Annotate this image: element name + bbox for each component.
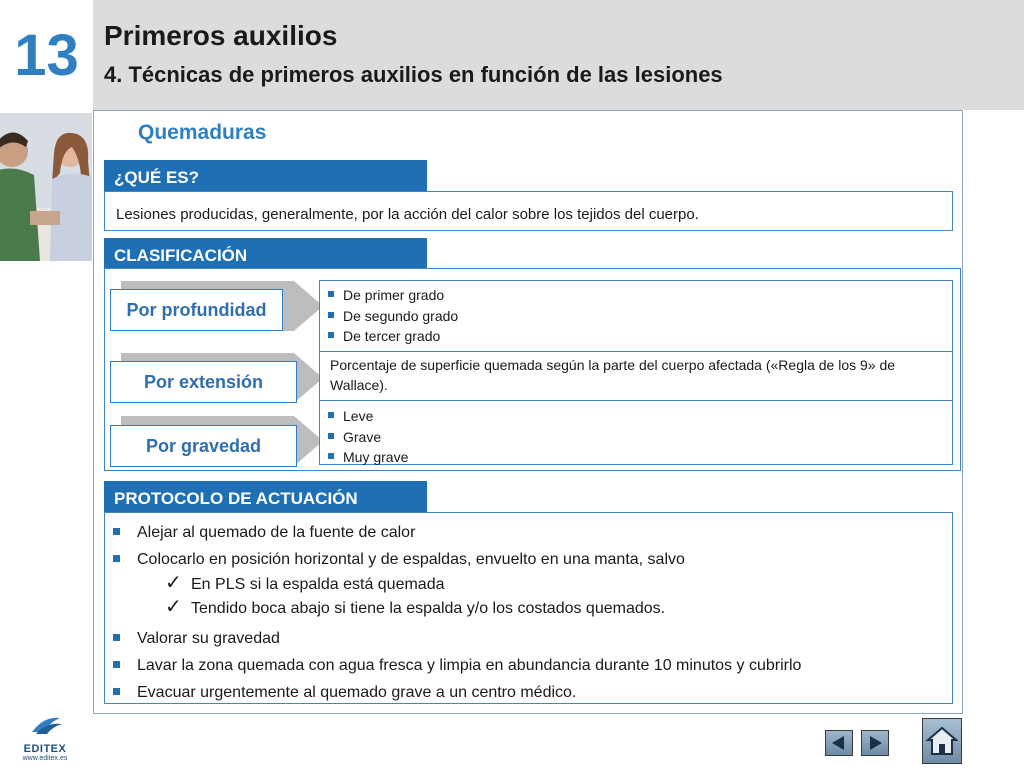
tab-clasificacion bbox=[104, 238, 427, 269]
protocolo-box bbox=[104, 512, 953, 704]
next-button[interactable] bbox=[861, 730, 889, 756]
protocolo-list bbox=[105, 519, 952, 706]
list-item: Muy grave bbox=[320, 447, 952, 468]
list-item: Alejar al quemado de la fuente de calor bbox=[105, 519, 952, 546]
sub-list-item: ✓ En PLS si la espalda está quemada bbox=[165, 572, 445, 594]
students-illustration bbox=[0, 113, 92, 261]
editex-brand: EDITEX bbox=[23, 743, 67, 755]
bullet-square-icon bbox=[113, 555, 120, 562]
list-item: De primer grado bbox=[320, 285, 952, 306]
bullet-square-icon bbox=[328, 453, 334, 459]
list-item: De tercer grado bbox=[320, 326, 952, 347]
list-item: Lavar la zona quemada con agua fresca y limpia en abundancia durante 10 minutos y cubrirlo bbox=[105, 652, 952, 679]
arrow-left-icon bbox=[830, 734, 848, 752]
checkmark-icon: ✓ bbox=[165, 572, 182, 594]
list-item: Leve bbox=[320, 406, 952, 427]
profundidad-box bbox=[319, 280, 953, 352]
extension-box bbox=[319, 351, 953, 401]
class-label-extension: Por extensión bbox=[143, 371, 264, 392]
header-band bbox=[93, 0, 1024, 110]
page-title: Primeros auxilios bbox=[104, 20, 338, 51]
tab-que-es-label: ¿QUÉ ES? bbox=[114, 168, 200, 187]
chapter-number: 13 bbox=[0, 0, 93, 110]
gravedad-list bbox=[320, 406, 952, 468]
tab-protocolo-label: PROTOCOLO DE ACTUACIÓN bbox=[114, 489, 358, 508]
checkmark-icon: ✓ bbox=[165, 596, 182, 618]
bullet-square-icon bbox=[113, 634, 120, 641]
previous-button[interactable] bbox=[825, 730, 853, 756]
class-button-extension bbox=[110, 361, 297, 403]
editex-logo-icon bbox=[16, 712, 74, 738]
bullet-square-icon bbox=[328, 332, 334, 338]
list-item: Evacuar urgentemente al quemado grave a un centro médico. bbox=[105, 679, 952, 706]
list-item: De segundo grado bbox=[320, 306, 952, 327]
class-button-profundidad bbox=[110, 289, 283, 331]
home-icon bbox=[926, 725, 958, 757]
profundidad-list bbox=[320, 285, 952, 347]
section-title: Quemaduras bbox=[138, 121, 267, 144]
bullet-square-icon bbox=[328, 433, 334, 439]
class-label-profundidad: Por profundidad bbox=[126, 299, 267, 320]
editex-logo bbox=[16, 712, 74, 762]
list-item: Valorar su gravedad bbox=[105, 625, 952, 652]
tab-protocolo bbox=[104, 481, 427, 512]
page-subtitle: 4. Técnicas de primeros auxilios en función de las lesiones bbox=[104, 62, 723, 87]
editex-url: www.editex.es bbox=[22, 755, 68, 762]
students-photo bbox=[0, 113, 92, 261]
bullet-square-icon bbox=[328, 412, 334, 418]
home-button[interactable] bbox=[922, 718, 962, 764]
bullet-square-icon bbox=[113, 528, 120, 535]
arrow-right-icon bbox=[866, 734, 884, 752]
tab-clasificacion-label: CLASIFICACIÓN bbox=[114, 246, 248, 265]
bullet-square-icon bbox=[328, 291, 334, 297]
class-label-gravedad: Por gravedad bbox=[145, 435, 262, 456]
bullet-square-icon bbox=[113, 688, 120, 695]
gravedad-box bbox=[319, 400, 953, 465]
tab-que-es bbox=[104, 160, 427, 191]
list-item: Colocarlo en posición horizontal y de espaldas, envuelto en una manta, salvo bbox=[105, 546, 952, 573]
list-item: Grave bbox=[320, 427, 952, 448]
que-es-text: Lesiones producidas, generalmente, por la acción del calor sobre los tejidos del cuerpo. bbox=[116, 206, 699, 223]
bullet-square-icon bbox=[328, 312, 334, 318]
class-button-gravedad bbox=[110, 425, 297, 467]
sub-list-item: ✓ Tendido boca abajo si tiene la espalda y/o los costados quemados. bbox=[165, 596, 666, 618]
extension-text: Porcentaje de superficie quemada según la parte del cuerpo afectada («Regla de los 9» de Wallace). bbox=[330, 357, 896, 393]
bullet-square-icon bbox=[113, 661, 120, 668]
